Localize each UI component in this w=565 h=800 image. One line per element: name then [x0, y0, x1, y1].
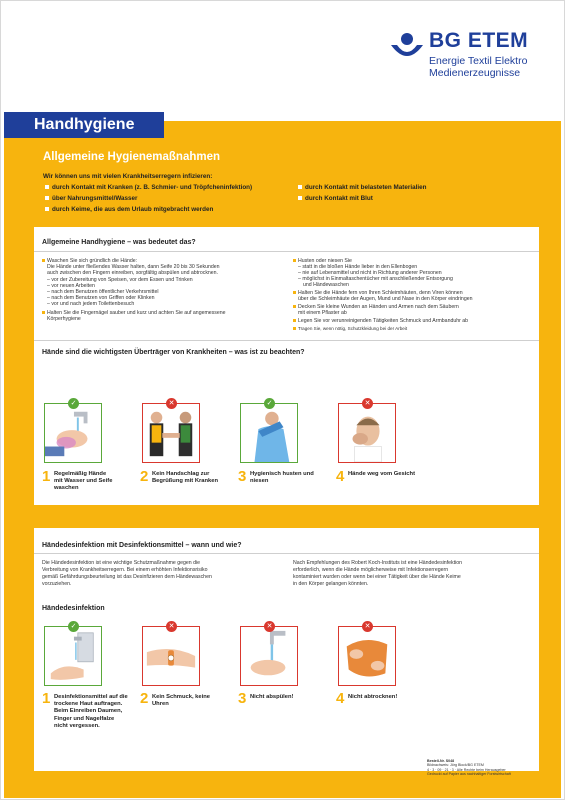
step-caption: Regelmäßig Hände mit Wasser und Seife waschen: [54, 471, 113, 492]
transmitters-heading: Hände sind die wichtigsten Überträger von Krankheiten – was ist zu beachten?: [42, 349, 305, 356]
disinfection-text: kontaminiert wurden oder wenn bei einer Tätigkeit über die Hände Keime: [293, 574, 461, 580]
general-item: durch Kontakt mit Kranken (z. B. Schmier- und Tröpfcheninfektion): [45, 184, 252, 191]
hygiene-text: Decken Sie kleine Wunden an Händen und Armen nach dem Säubern: [293, 304, 459, 310]
general-item: durch Keime, die aus dem Urlaub mitgebracht werden: [45, 206, 213, 213]
divider: [34, 251, 539, 252]
hygiene-text: Legen Sie vor verunreinigenden Tätigkeiten Schmuck und Armbanduhr ab: [293, 318, 468, 324]
hygiene-text: Halten Sie die Fingernägel sauber und kurz und achten Sie auf angemessene: [42, 310, 226, 316]
check-icon: ✓: [68, 398, 79, 409]
hygiene-text: Halten Sie die Hände fern von Ihren Schleimhäuten, denn Viren können: [293, 290, 463, 296]
cross-icon: ✕: [362, 398, 373, 409]
step-number: 4: [336, 690, 345, 707]
step-caption: Kein Schmuck, keine Uhren: [152, 694, 210, 708]
face-touch-icon: [339, 404, 395, 462]
handwashing-icon: [45, 404, 101, 462]
hygiene-text: – möglichst in Einmaltaschentücher mit anschließender Entsorgung: [298, 276, 453, 282]
cross-icon: ✕: [166, 621, 177, 632]
hygiene-text: – nach dem Benutzen öffentlicher Verkehrsmittel: [47, 289, 159, 295]
disinfection-text: Die Händedesinfektion ist eine wichtige Schutzmaßnahme gegen die: [42, 560, 201, 566]
step-number: 4: [336, 468, 345, 485]
hygiene-text: – statt in die bloßen Hände lieber in den Ellenbogen: [298, 264, 418, 270]
disinfection-text: gemäß Gefährdungsbeurteilung ist das Desinfizieren dem Händewaschen: [42, 574, 212, 580]
bg-etem-logo-icon: [389, 31, 425, 67]
step-caption: Nicht abtrocknen!: [348, 694, 398, 700]
brand-logo: [389, 29, 549, 89]
disinfectant-dispenser-icon: [45, 627, 101, 685]
step-caption: Nicht abspülen!: [250, 694, 294, 700]
cross-icon: ✕: [362, 621, 373, 632]
cross-icon: ✕: [166, 398, 177, 409]
coughing-icon: [241, 404, 297, 462]
page-title: Handhygiene: [4, 112, 164, 138]
hygiene-text: – nie auf Lebensmittel und nicht in Richtung anderer Personen: [298, 270, 442, 276]
hand-hygiene-panel: [34, 227, 539, 505]
step-number: 2: [140, 690, 149, 707]
illustration-apply-disinfectant: [44, 623, 102, 686]
tap-water-icon: [241, 627, 297, 685]
brand-subtitle: Energie Textil Elektro Medienerzeugnisse: [429, 55, 528, 79]
illustration-no-rinse: [240, 623, 298, 686]
general-intro: Wir können uns mit vielen Krankheitserregern infizieren:: [43, 173, 213, 180]
illustration-handwashing: [44, 400, 102, 463]
check-icon: ✓: [264, 398, 275, 409]
hygiene-text: – vor der Zubereitung von Speisen, vor dem Essen und Trinken: [47, 277, 193, 283]
step-number: 1: [42, 468, 51, 485]
illustration-no-jewelry: [142, 623, 200, 686]
general-item: über Nahrungsmittel/Wasser: [45, 195, 138, 202]
hygiene-text: Die Hände unter fließendes Wasser halten, dann Seife 20 bis 30 Sekunden: [47, 264, 220, 270]
disinfection-text: erforderlich, wenn die Hände möglicherweise mit Infektionserregern: [293, 567, 449, 573]
step-caption: Hände weg vom Gesicht: [348, 471, 416, 477]
hygiene-text: Husten oder niesen Sie: [293, 258, 352, 264]
hygiene-text: Waschen Sie sich gründlich die Hände:: [42, 258, 137, 264]
illustration-face-touch: [338, 400, 396, 463]
general-item: durch Kontakt mit belasteten Materialien: [298, 184, 426, 191]
disinfection-subheading: Händedesinfektion: [42, 605, 105, 612]
step-number: 2: [140, 468, 149, 485]
hygiene-text: über die Schleimhäute der Augen, Mund und Nase in den Körper eindringen: [298, 296, 473, 302]
disinfection-text: vorzuziehen.: [42, 581, 72, 587]
hygiene-text: – vor neuen Arbeiten: [47, 283, 95, 289]
step-caption: Desinfektionsmittel auf die trockene Haut auftragen. Beim Einreiben Daumen, Finger und Nagelfalze nicht vergessen.: [54, 694, 128, 729]
hand-hygiene-heading: Allgemeine Handhygiene – was bedeutet das?: [42, 239, 196, 246]
hygiene-text: auch zwischen den Fingern einreiben, sorgfältig abspülen und abtrocknen.: [47, 270, 219, 276]
hygiene-text: Tragen Sie, wenn nötig, Schutzkleidung bei der Arbeit: [293, 326, 407, 332]
brand-name: BG ETEM: [429, 29, 529, 52]
step-caption: Hygienisch husten und niesen: [250, 471, 314, 485]
check-icon: ✓: [68, 621, 79, 632]
illustration-handshake: [142, 400, 200, 463]
illustration-coughing: [240, 400, 298, 463]
disinfection-heading: Händedesinfektion mit Desinfektionsmittel – wann und wie?: [42, 542, 242, 549]
hygiene-text: mit einem Pflaster ab: [298, 310, 347, 316]
cross-icon: ✕: [264, 621, 275, 632]
disinfection-text: in den Körper gelangen könnten.: [293, 581, 369, 587]
imprint: Bestell-Nr. S048 Bildnachweis: Jörg Block/BG ETEM 4 · 3 · 09 · 21 · 3 · Alle Rechte beim Herausgeber Gedruckt auf Papier aus nachhaltiger Forstwirtschaft: [427, 759, 511, 777]
divider: [34, 340, 539, 341]
step-number: 1: [42, 690, 51, 707]
hygiene-text: – nach dem Benutzen von Griffen oder Klinken: [47, 295, 155, 301]
handshake-icon: [143, 404, 199, 462]
disinfection-panel: [34, 528, 539, 771]
hygiene-text: und Händewaschen: [303, 282, 349, 288]
general-measures-heading: Allgemeine Hygienemaßnahmen: [43, 151, 221, 163]
towel-icon: [339, 627, 395, 685]
divider: [34, 553, 539, 554]
hygiene-text: – vor und nach jedem Toilettenbesuch: [47, 301, 135, 307]
illustration-no-drying: [338, 623, 396, 686]
step-number: 3: [238, 690, 247, 707]
step-caption: Kein Handschlag zur Begrüßung mit Kranken: [152, 471, 219, 485]
disinfection-text: Verbreitung von Krankheitserregern. Bei einem erhöhten Infektionsrisiko: [42, 567, 208, 573]
hygiene-text: Körperhygiene: [47, 316, 81, 322]
disinfection-text: Nach Empfehlungen des Robert Koch-Instituts ist eine Händedesinfektion: [293, 560, 462, 566]
general-item: durch Kontakt mit Blut: [298, 195, 373, 202]
step-number: 3: [238, 468, 247, 485]
jewelry-icon: [143, 627, 199, 685]
